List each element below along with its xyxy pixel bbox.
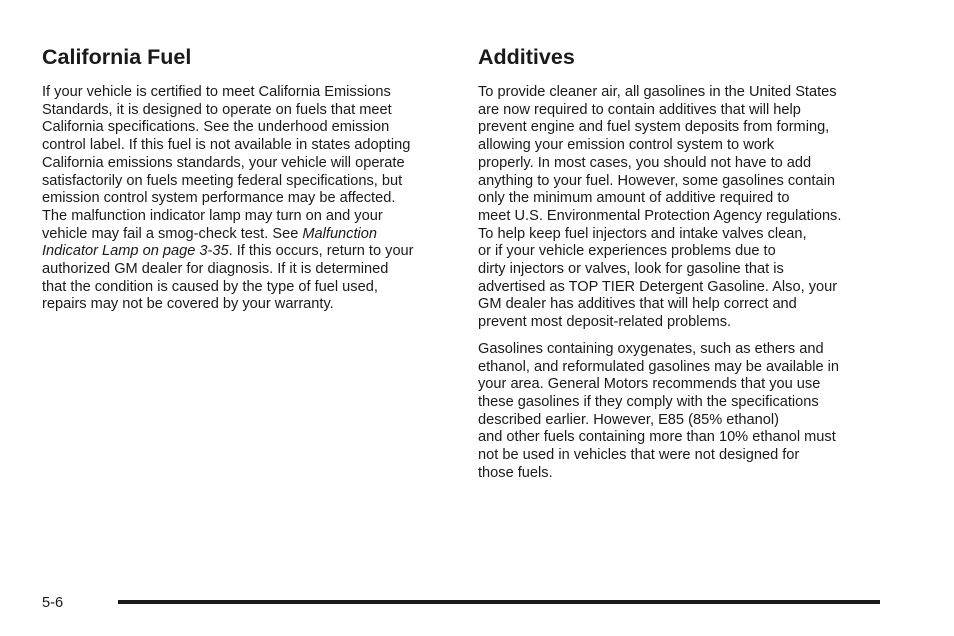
text-line: properly. In most cases, you should not have to add bbox=[478, 154, 812, 171]
text-line: ethanol, and reformulated gasolines may be available in bbox=[478, 358, 840, 375]
text-line bbox=[42, 226, 446, 244]
text-line: advertised as TOP TIER Detergent Gasoline. Also, your bbox=[478, 278, 838, 295]
california-fuel-heading: California Fuel bbox=[42, 45, 192, 69]
text-line: only the minimum amount of additive required to bbox=[478, 190, 790, 207]
text-line: and other fuels containing more than 10% ethanol must bbox=[478, 429, 836, 446]
text-line: described earlier. However, E85 (85% ethanol) bbox=[478, 411, 779, 428]
text-fragment: vehicle may fail a smog-check test. See bbox=[42, 225, 303, 242]
text-line: not be used in vehicles that were not designed for bbox=[478, 447, 800, 464]
california-fuel-paragraph bbox=[42, 84, 446, 314]
text-line: satisfactorily on fuels meeting federal specifications, but bbox=[42, 172, 403, 189]
text-line: To provide cleaner air, all gasolines in the United States bbox=[478, 84, 837, 100]
text-line: authorized GM dealer for diagnosis. If it is determined bbox=[42, 261, 389, 278]
text-line: Gasolines containing oxygenates, such as ethers and bbox=[478, 340, 824, 357]
text-line bbox=[42, 243, 446, 261]
page-number: 5-6 bbox=[42, 595, 64, 611]
footer-rule bbox=[118, 600, 880, 604]
text-line: California specifications. See the underhood emission bbox=[42, 119, 390, 136]
text-line: are now required to contain additives that will help bbox=[478, 101, 801, 118]
text-line: If your vehicle is certified to meet California Emissions bbox=[42, 84, 391, 100]
text-line: that the condition is caused by the type of fuel used, bbox=[42, 278, 378, 295]
additives-section bbox=[478, 44, 886, 491]
text-line: your area. General Motors recommends that you use bbox=[478, 376, 821, 393]
additives-paragraph-1 bbox=[478, 84, 886, 332]
text-line: allowing your emission control system to work bbox=[478, 137, 775, 154]
page-reference-part-2: Indicator Lamp on page 3-35 bbox=[42, 243, 229, 260]
text-line: those fuels. bbox=[478, 464, 553, 481]
text-fragment: . If this occurs, return to your bbox=[228, 243, 414, 260]
california-fuel-section bbox=[42, 44, 446, 323]
page-reference-part-1: Malfunction bbox=[302, 225, 378, 242]
text-line: meet U.S. Environmental Protection Agency regulations. bbox=[478, 207, 842, 224]
text-line: emission control system performance may be affected. bbox=[42, 190, 396, 207]
text-line: repairs may not be covered by your warranty. bbox=[42, 296, 334, 313]
text-line: or if your vehicle experiences problems due to bbox=[478, 243, 776, 260]
additives-paragraph-2 bbox=[478, 341, 886, 483]
text-line: prevent most deposit-related problems. bbox=[478, 314, 732, 331]
text-line: California emissions standards, your vehicle will operate bbox=[42, 154, 405, 171]
text-line: these gasolines if they comply with the specifications bbox=[478, 393, 819, 410]
text-line: GM dealer has additives that will help correct and bbox=[478, 296, 797, 313]
text-line: The malfunction indicator lamp may turn on and your bbox=[42, 207, 383, 224]
text-line: dirty injectors or valves, look for gasoline that is bbox=[478, 261, 784, 278]
text-line: To help keep fuel injectors and intake valves clean, bbox=[478, 225, 807, 242]
text-line: Standards, it is designed to operate on fuels that meet bbox=[42, 101, 392, 118]
text-line: control label. If this fuel is not available in states adopting bbox=[42, 137, 411, 154]
text-line: anything to your fuel. However, some gasolines contain bbox=[478, 172, 835, 189]
additives-heading: Additives bbox=[478, 45, 575, 69]
text-line: prevent engine and fuel system deposits from forming, bbox=[478, 119, 830, 136]
